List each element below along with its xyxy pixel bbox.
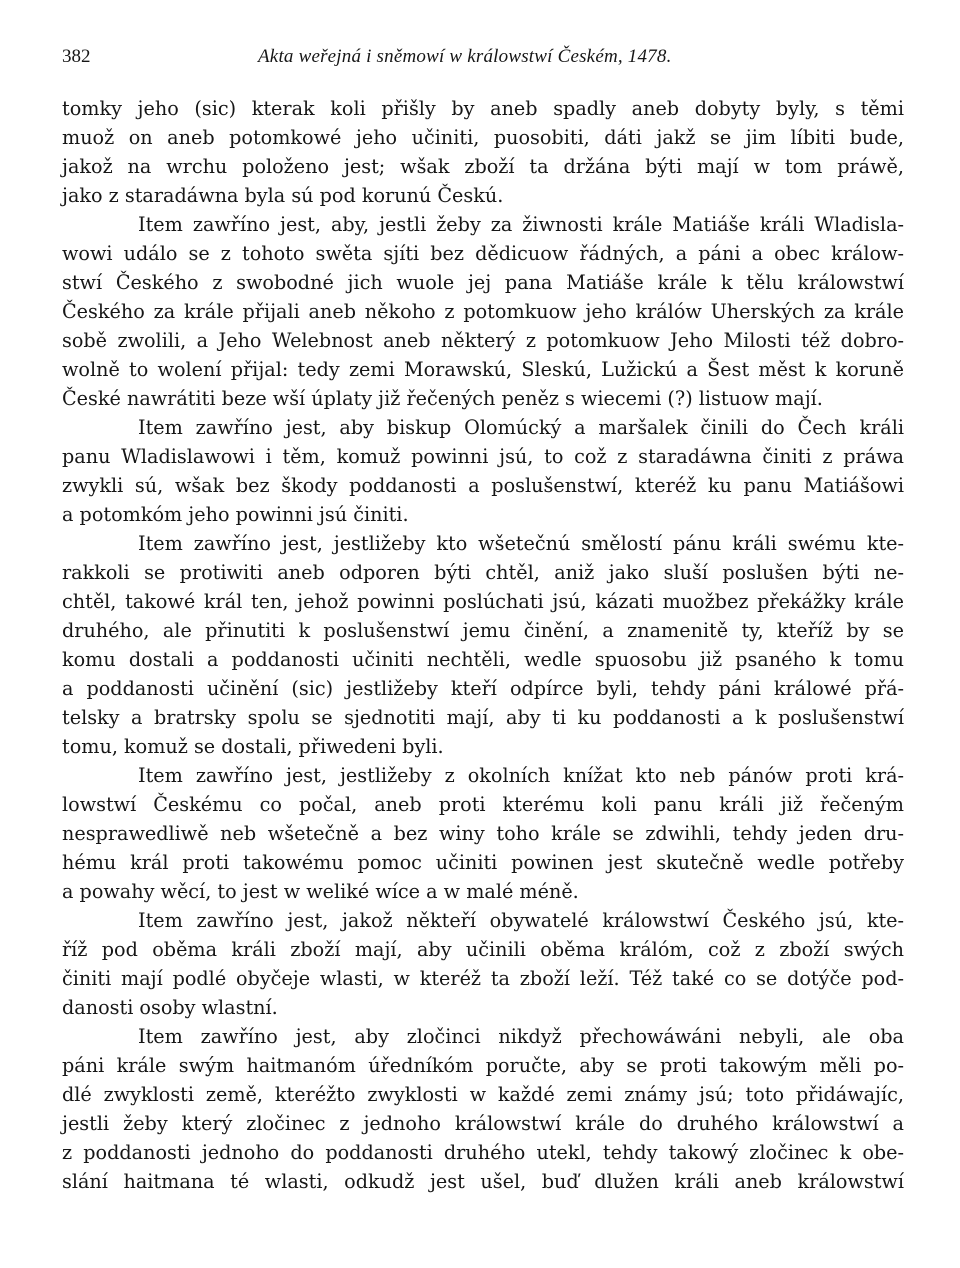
body-text	[62, 94, 904, 1196]
text-line: komu dostali a poddanosti učiniti nechtěli, wedle spuosobu již psaného k tomu	[62, 648, 904, 671]
text-line: a potomkóm jeho powinni jsú činiti.	[62, 503, 409, 526]
paragraph	[62, 906, 904, 1022]
text-line: dlé zwyklosti země, kteréžto zwyklosti w každé zemi známy jsú; toto přidáwajíc,	[62, 1083, 904, 1106]
text-line: říž pod oběma králi zboží mají, aby učinili oběma králóm, což z zboží swých	[62, 938, 904, 961]
text-line: zwykli sú, wšak bez škody poddanosti a poslušenstwí, kteréž ku panu Matiášowi	[62, 474, 904, 497]
running-head	[62, 40, 904, 80]
text-line: tomu, komuž se dostali, přiwedeni byli.	[62, 735, 444, 758]
paragraph	[62, 210, 904, 413]
text-line: Item zawříno jest, jakož někteří obywatelé králowstwí Českého jsú, kte-	[138, 909, 904, 932]
text-line: chtěl, takowé král ten, jehož powinni poslúchati jsú, kázati muožbez překážky krále	[62, 590, 904, 613]
text-line: lowstwí Českému co počal, aneb proti kterému koli panu králi již řečeným	[62, 793, 904, 816]
text-line: páni krále swým haitmanóm úředníkóm poručte, aby se proti takowým měli po-	[62, 1054, 904, 1077]
paragraph	[62, 529, 904, 761]
text-line: jako z staradáwna byla sú pod korunú Českú.	[62, 184, 504, 207]
paragraph	[62, 761, 904, 906]
text-line: jakož na wrchu položeno jest; wšak zboží ta držána býti mají w tom práwě,	[62, 155, 904, 178]
text-line: sobě zwolili, a Jeho Welebnost aneb některý z potomkuow Jeho Milosti též dobro-	[62, 329, 904, 352]
text-line: Item zawříno jest, jestližeby z okolních knížat kto neb pánów proti krá-	[138, 764, 904, 787]
running-title: Akta weřejná i sněmowí w králowstwí Českém, 1478.	[258, 46, 672, 67]
text-line: činiti mají podlé obyčeje wlasti, w kteréž ta zboží leží. Též také co se dotýče pod-	[62, 967, 904, 990]
page-number: 382	[62, 46, 91, 67]
text-line: muož on aneb potomkowé jeho učiniti, puosobiti, dáti jakž se jim líbiti bude,	[62, 126, 904, 149]
text-line: wolně to wolení přijal: tedy zemi Morawskú, Sleskú, Lužickú a Šest měst k koruně	[62, 358, 904, 381]
text-line: Item zawříno jest, aby, jestli žeby za žiwnosti krále Matiáše králi Wladisla-	[138, 213, 904, 236]
text-line: a powahy wěcí, to jest w weliké wíce a w malé méně.	[62, 880, 579, 903]
text-line: danosti osoby wlastní.	[62, 996, 278, 1019]
paragraph	[62, 1022, 904, 1196]
text-line: Item zawříno jest, aby zločinci nikdyž přechowáwáni nebyli, ale oba	[138, 1025, 904, 1048]
text-line: hému král proti takowému pomoc učiniti powinen jest skutečně wedle potřeby	[62, 851, 904, 874]
text-line: druhého, ale přinutiti k poslušenstwí jemu činění, a znamenitě ty, kteříž by se	[62, 619, 904, 642]
text-line: a poddanosti učinění (sic) jestližeby kteří odpírce byli, tehdy páni králowé přá-	[62, 677, 904, 700]
text-line: jestli žeby který zločinec z jednoho králowstwí krále do druhého králowstwí a	[62, 1112, 904, 1135]
text-line: telsky a bratrsky spolu se sjednotiti mají, aby ti ku poddanosti a k poslušenstwí	[62, 706, 904, 729]
paragraph	[62, 94, 904, 210]
text-line: České nawrátiti beze wší úplaty již řečených peněz s wiecemi (?) listuow mají.	[62, 387, 823, 410]
document-page	[62, 40, 904, 1196]
paragraph	[62, 413, 904, 529]
text-line: panu Wladislawowi i těm, komuž powinni jsú, to což z staradáwna činiti z práwa	[62, 445, 904, 468]
text-line: rakkoli se protiwiti aneb odporen býti chtěl, aniž jako sluší poslušen býti ne-	[62, 561, 904, 584]
text-line: tomky jeho (sic) kterak koli přišly by aneb spadly aneb dobyty byly, s těmi	[62, 97, 904, 120]
text-line: Item zawříno jest, jestližeby kto wšetečnú smělostí pánu králi swému kte-	[138, 532, 904, 555]
text-line: stwí Českého z swobodné jich wuole jej pana Matiáše krále k tělu králowstwí	[62, 271, 904, 294]
text-line: Českého za krále přijali aneb někoho z potomkuow jeho králów Uherských za krále	[62, 300, 904, 323]
text-line: Item zawříno jest, aby biskup Olomúcký a maršalek činili do Čech králi	[138, 416, 904, 439]
text-line: nesprawedliwě neb wšetečně a bez winy toho krále se zdwihli, tehdy jeden dru-	[62, 822, 904, 845]
text-line: slání haitmana té wlasti, odkudž jest ušel, buď dlužen králi aneb králowstwí	[62, 1170, 904, 1193]
text-line: wowi událo se z tohoto swěta sjíti bez dědicuow řádných, a páni a obec králow-	[62, 242, 904, 265]
text-line: z poddanosti jednoho do poddanosti druhého utekl, tehdy takowý zločinec k obe-	[62, 1141, 904, 1164]
